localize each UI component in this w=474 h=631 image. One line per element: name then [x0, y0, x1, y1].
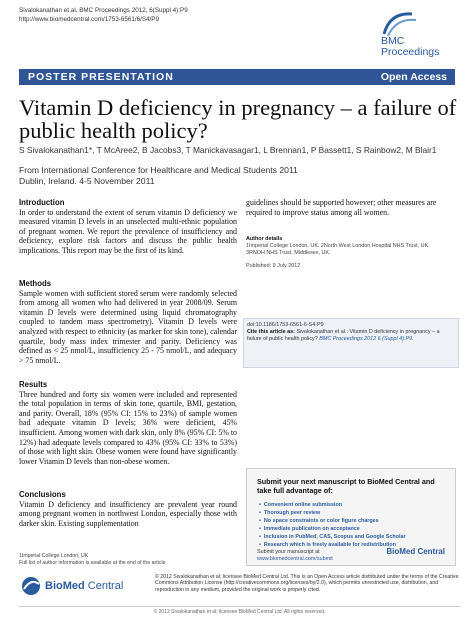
conference-info [19, 165, 379, 187]
results-section [19, 380, 237, 466]
box-brand: BioMed Central [386, 547, 445, 556]
introduction-text: In order to understand the extent of serum vitamin D deficiency we measured vitamin D levels in an unselected multi-ethnic population of pregnant women. We report the prevalence of insufficiency and deficiency, explore risk factors and discuss the public health implications. This report may be the first of its kind. [19, 207, 237, 255]
submit-box-title: Submit your next manuscript to BioMed Central and take full advantage of: [257, 477, 435, 495]
introduction-section [19, 198, 237, 256]
list-item: • No space constraints or color figure charges [259, 518, 379, 524]
bmc-proceedings-logo [356, 6, 456, 64]
submit-link-block [257, 549, 333, 562]
open-access-label: Open Access [380, 71, 447, 83]
footer-brand-central: Central [87, 580, 124, 592]
biomed-central-footer-logo [19, 574, 139, 598]
list-item: • Research which is freely available for redistribution [259, 542, 397, 548]
conference-location: Dublin, Ireland. 4-5 November 2011 [19, 176, 155, 186]
footer-brand-bio: BioMed [45, 580, 85, 592]
introduction-heading: Introduction [19, 198, 65, 207]
author-details-line2: 3RNOH NHS Trust, Middlesex, UK. [246, 250, 331, 256]
author-list: S Sivalokanathan1*, T McAree2, B Jacobs3, T Manickavasagar1, L Brennan1, P Bassett1, S Rainbow2, M Blair1 [19, 145, 437, 155]
header-url[interactable]: http://www.biomedcentral.com/1753-6561/6/S4/P9 [19, 16, 160, 23]
citation-text: Sivalokanathan et al.: Vitamin D deficiency in pregnancy – a failure of public health policy? [247, 329, 440, 342]
footer-divider [19, 606, 460, 607]
affiliation-footnote [19, 553, 239, 566]
article-type-banner [19, 69, 455, 85]
conclusions-section [19, 490, 237, 528]
logo-line2: Proceedings [381, 46, 440, 58]
article-type-label: POSTER PRESENTATION [28, 71, 174, 83]
biomed-logo-icon [19, 576, 43, 596]
author-details [246, 236, 454, 270]
footnote-full-list: Full list of author information is available at the end of the article [19, 559, 166, 566]
article-title: Vitamin D deficiency in pregnancy – a failure of public health policy? [19, 95, 457, 143]
author-details-line1: 1Imperial College London, UK. 2North West London Hospital NHS Trust, UK. [246, 243, 430, 249]
bmc-logo-icon [380, 8, 420, 38]
author-details-heading: Author details [246, 236, 283, 242]
list-item: • Convenient online submission [259, 502, 343, 508]
citation-box [243, 318, 459, 368]
copyright-line: © 2012 Sivalokanathan et al; licensee BioMed Central Ltd. All rights reserved. [153, 609, 326, 615]
conclusions-heading: Conclusions [19, 490, 66, 499]
conference-name: From International Conference for Healthcare and Medical Students 2011 [19, 165, 298, 175]
list-item: • Immediate publication on acceptance [259, 526, 360, 532]
conclusions-text: Vitamin D deficiency and insufficiency are prevalent year round among pregnant women in northwest London, especially those with darker skin. Existing supplementation [19, 499, 237, 528]
submit-benefits-list [259, 501, 406, 549]
published-date: Published: 9 July 2012 [246, 263, 301, 269]
header-citation: Sivalokanathan et al. BMC Proceedings 2012, 6(Suppl 4):P9 [19, 7, 188, 14]
conclusions-continuation: guidelines should be supported however; other measures are required to improve status among all women. [246, 198, 437, 217]
results-heading: Results [19, 380, 48, 389]
citation-label: Cite this article as: [247, 329, 295, 335]
citation-doi[interactable]: doi:10.1186/1753-6561-6-S4-P9 [247, 322, 324, 328]
methods-section [19, 279, 237, 365]
results-text: Three hundred and forty six women were included and represented the total population in terms of skin tone, quartile, BMI, gestation, and parity. Overall, 18% (95% CI: 15% to 23%) of sample women had adequate vitamin D levels; 36% were deficient, 45% insufficient. Among women with dark skin, only 8% (95% CI: 5% to 12%) had adequate levels compared to 43% (95% CI: 33% to 53%) of those with light skin. Obese women were found have significantly lower Vitamin D levels than non-obese women. [19, 389, 237, 466]
methods-heading: Methods [19, 279, 52, 288]
license-text: © 2012 Sivalokanathan et al; licensee BioMed Central Ltd. This is an Open Access article distributed under the terms of the Creative Commons Attribution License (http://creativecommons.org/licenses/by/2.0), which permits unrestricted use, distribution, and reproduction in any medium, provided the original work is properly cited. [155, 574, 459, 593]
submit-manuscript-box [246, 468, 456, 566]
submit-url[interactable]: www.biomedcentral.com/submit [257, 555, 333, 562]
footnote-affil: 1Imperial College London, UK [19, 553, 89, 559]
list-item: • Inclusion in PubMed, CAS, Scopus and Google Scholar [259, 534, 406, 540]
submit-caption: Submit your manuscript at [257, 549, 320, 555]
methods-text: Sample women with sufficient stored serum were randomly selected from among all women who had delivered in year 2008/09. Serum vitamin D levels were determined using liquid chromatography coupled to tandem mass spectrometry). Vitamin D levels were analyzed with respect to ethnicity (as marker for skin tone), calendar quartile, body mass index trimester and parity. Deficiency was defined as < 25 nmol/L, insufficiency 25 - 75 nmol/L, and adequacy > 75 nmol/L. [19, 288, 237, 365]
logo-line1: BMC [381, 35, 405, 47]
running-header [19, 6, 349, 24]
list-item: • Thorough peer review [259, 510, 321, 516]
citation-journal: BMC Proceedings 2012 6 (Suppl 4):P9. [319, 336, 414, 342]
